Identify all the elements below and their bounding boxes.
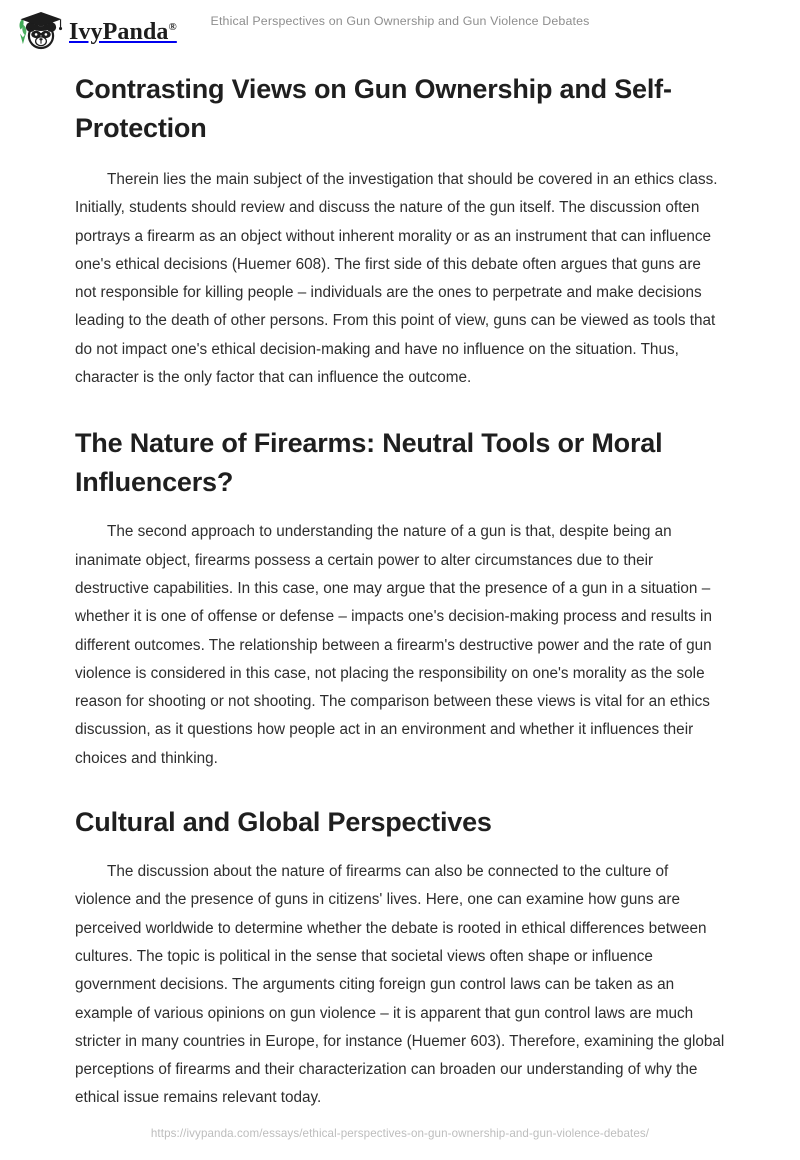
document-running-title: Ethical Perspectives on Gun Ownership and Gun Violence Debates [210, 14, 590, 28]
section-heading-2: The Nature of Firearms: Neutral Tools or Moral Influencers? [75, 428, 663, 498]
section-heading-1: Contrasting Views on Gun Ownership and Self-Protection [75, 74, 672, 143]
page-header [0, 0, 800, 62]
registered-trademark-mark: ® [168, 21, 177, 33]
page-footer [0, 1124, 800, 1142]
brand-wordmark-text: IvyPanda [69, 19, 169, 45]
section-paragraph-1-1: Therein lies the main subject of the investigation that should be covered in an ethics class. Initially, students should review and discuss the nature of the gun itself. The discussion often portrays a firearm as an object without inherent morality or as an instrument that can influence one's ethical decisions (Huemer 608). The first side of this debate often argues that guns are not responsible for killing people – individuals are the ones to perpetrate and make decisions leading to the death of other persons. From this point of view, guns can be viewed as tools that do not impact one's ethical decision-making and have no influence on the situation. Thus, character is the only factor that can influence the outcome. [75, 171, 718, 387]
source-url-link[interactable]: https://ivypanda.com/essays/ethical-perspectives-on-gun-ownership-and-gun-violence-debates/ [150, 1127, 650, 1140]
section-paragraph-2-1: The second approach to understanding the nature of a gun is that, despite being an inanimate object, firearms possess a certain power to alter circumstances due to their destructive capabilities. In this case, one may argue that the presence of a gun in a situation – whether it is one of offense or defense – impacts one's decision-making process and results in different outcomes. The relationship between a firearm's destructive power and the rate of gun violence is considered in this case, not placing the responsibility on one's morality as the sole reason for shooting or not shooting. The comparison between these views is vital for an ethics discussion, as it questions how people act in an environment and whether it influences their choices and thinking. [75, 523, 712, 767]
document-body [75, 70, 725, 1113]
section-heading-3: Cultural and Global Perspectives [75, 807, 492, 838]
section-paragraph-3-1: The discussion about the nature of firearms can also be connected to the culture of violence and the presence of guns in citizens' lives. Here, one can examine how guns are perceived worldwide to determine whether the debate is rooted in ethical differences between cultures. The topic is political in the sense that societal views often shape or influence government decisions. The arguments citing foreign gun control laws can be taken as an example of various opinions on gun violence – it is apparent that gun control laws are much stricter in many countries in Europe, for instance (Huemer 603). Therefore, examining the global perceptions of firearms and their characterization can broaden our understanding of why the ethical issue remains relevant today. [75, 863, 725, 1107]
